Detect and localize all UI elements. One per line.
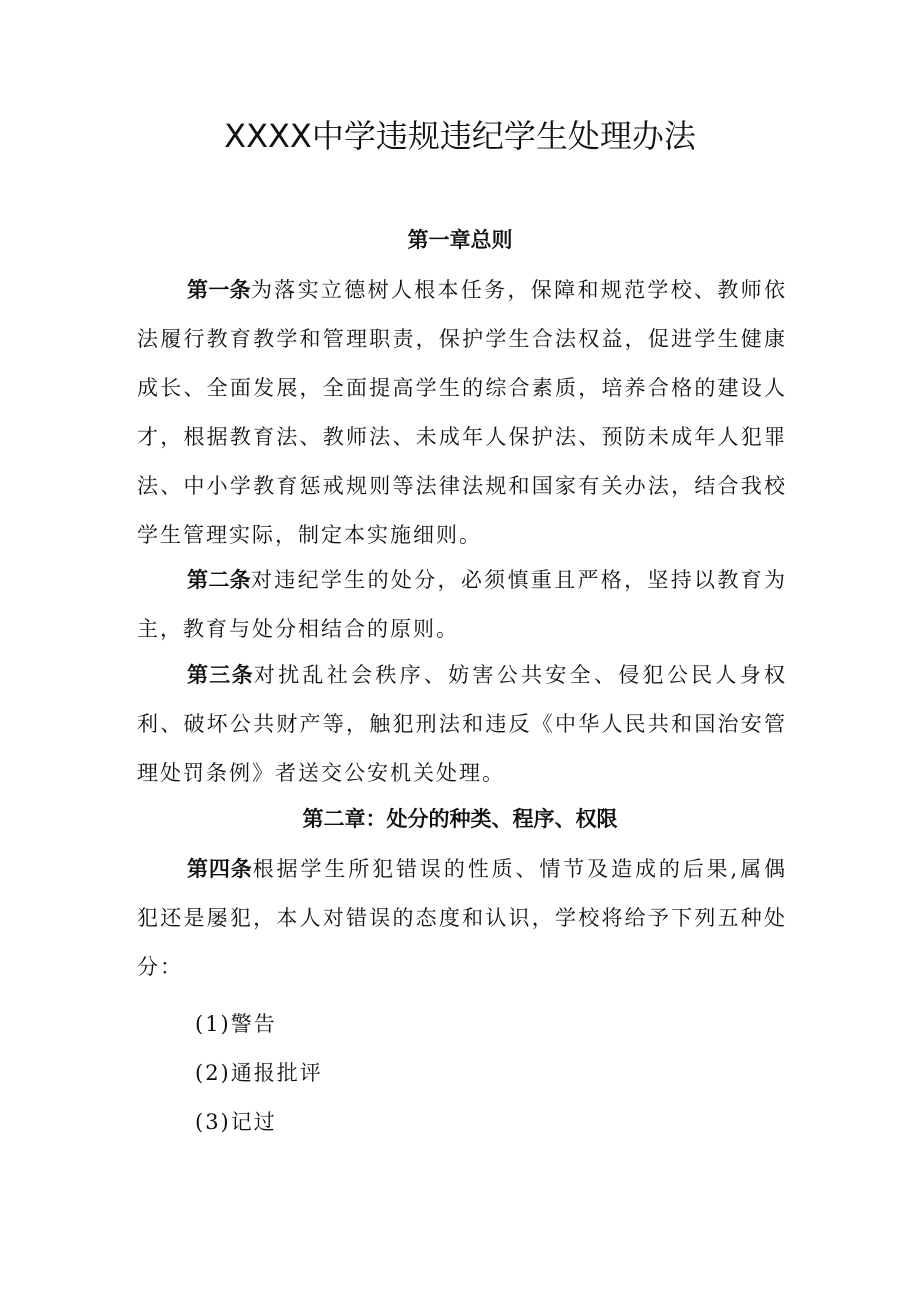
article-4-label: 第四条 <box>187 857 253 881</box>
article-3-label: 第三条 <box>187 663 254 687</box>
penalty-item-demerit: (3)记过 <box>195 1110 277 1134</box>
article-4-text: 根据学生所犯错误的性质、情节及造成的后果,属偶犯还是屡犯，本人对错误的态度和认识，学校将给予下列五种处分： <box>137 857 787 979</box>
penalty-item-criticism: (2)通报批评 <box>195 1061 323 1085</box>
article-4 <box>137 845 787 992</box>
document-title: XXXX中学违规违纪学生处理办法 <box>224 117 696 155</box>
article-2 <box>137 556 787 654</box>
penalty-item-warning: (1)警告 <box>195 1012 277 1036</box>
article-2-label: 第二条 <box>187 568 251 592</box>
article-3-text: 对扰乱社会秩序、妨害公共安全、侵犯公民人身权利、破坏公共财产等，触犯刑法和违反《中华人民共和国治安管理处罚条例》者送交公安机关处理。 <box>137 663 787 785</box>
chapter-1-heading: 第一章总则 <box>407 228 513 252</box>
article-3 <box>137 651 787 798</box>
article-2-text: 对违纪学生的处分，必须慎重且严格，坚持以教育为主，教育与处分相结合的原则。 <box>137 568 788 641</box>
article-1-text: 为落实立德树人根本任务，保障和规范学校、教师依法履行教育教学和管理职责，保护学生合法权益，促进学生健康成长、全面发展，全面提高学生的综合素质，培养合格的建设人才，根据教育法、教师法、未成年人保护法、预防未成年人犯罪法、中小学教育惩戒规则等法律法规和国家有关办法，结合我校学生管理实际，制定本实施细则。 <box>137 278 788 547</box>
article-1 <box>137 266 787 560</box>
chapter-2-heading: 第二章：处分的种类、程序、权限 <box>302 807 618 831</box>
article-1-label: 第一条 <box>187 278 251 302</box>
